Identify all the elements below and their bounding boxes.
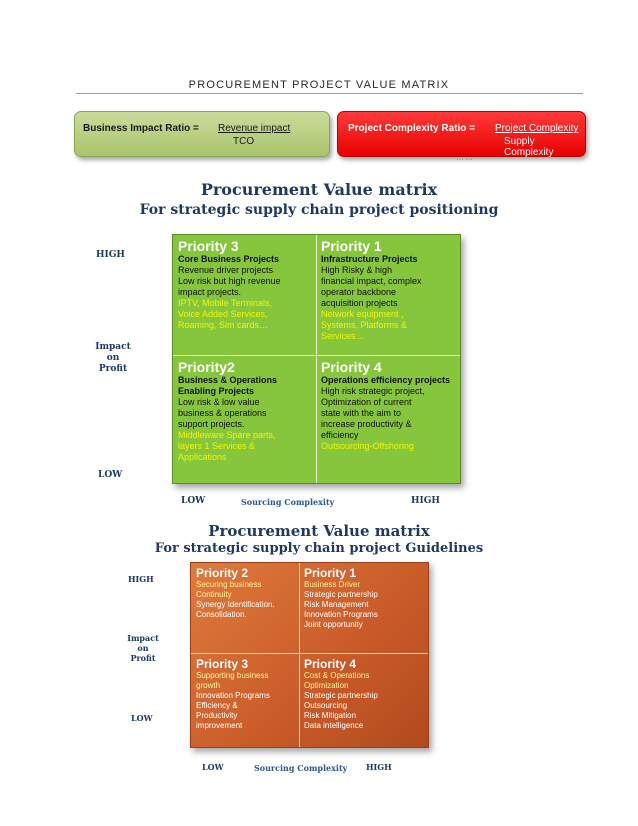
quadrant-heading: Core Business Projects bbox=[178, 254, 280, 264]
quadrant-example-line: Roaming, Sim cards… bbox=[178, 320, 269, 330]
matrix2-quadrant-priority1 bbox=[299, 563, 428, 653]
matrix1-y-high: HIGH bbox=[96, 250, 125, 260]
quadrant-body-line: business & operations bbox=[178, 408, 267, 418]
quadrant-body-line: Synergy Identification. bbox=[196, 600, 275, 609]
matrix2-y-label-line3: Profit bbox=[130, 653, 156, 663]
quadrant-body-line: Low risk & low value bbox=[178, 397, 260, 407]
quadrant-body-line: impact projects. bbox=[178, 287, 242, 297]
quadrant-body-line: Low risk but high revenue bbox=[178, 276, 281, 286]
trailing-dots: …… bbox=[456, 153, 474, 162]
matrix2-y-high: HIGH bbox=[128, 574, 154, 584]
quadrant-body-line: Optimization of current bbox=[321, 397, 412, 407]
quadrant-heading-line: Optimization bbox=[304, 681, 349, 690]
quadrant-title: Priority 1 bbox=[321, 238, 382, 254]
matrix1-x-label: Sourcing Complexity bbox=[241, 497, 335, 507]
quadrant-body-line: operator backbone bbox=[321, 287, 397, 297]
matrix2-quadrant-priority3 bbox=[191, 654, 299, 747]
quadrant-body-line: Revenue driver projects bbox=[178, 265, 274, 275]
quadrant-title: Priority 1 bbox=[304, 566, 357, 580]
quadrant-example-line: Applications bbox=[178, 452, 227, 462]
quadrant-example-line: Services… bbox=[321, 331, 365, 341]
matrix2-x-low: LOW bbox=[202, 762, 224, 772]
quadrant-heading-line: growth bbox=[196, 681, 221, 690]
quadrant-example-line: Outsourcing-Offshoring bbox=[321, 441, 414, 451]
quadrant-body-line: High risk strategic project, bbox=[321, 386, 425, 396]
matrix1-subtitle: For strategic supply chain project positioning bbox=[139, 202, 499, 218]
matrix2-quadrant-priority2 bbox=[191, 563, 299, 653]
quadrant-title: Priority 2 bbox=[196, 566, 249, 580]
quadrant-heading: Operations efficiency projects bbox=[321, 375, 451, 385]
business-impact-numerator: Revenue impact bbox=[218, 123, 291, 134]
quadrant-body-line: Strategic partnership bbox=[304, 691, 378, 700]
matrix1-y-label-line3: Profit bbox=[98, 364, 128, 374]
business-impact-denominator: TCO bbox=[233, 136, 255, 147]
page-title: PROCUREMENT PROJECT VALUE MATRIX bbox=[188, 79, 450, 91]
matrix2-title: Procurement Value matrix bbox=[208, 522, 430, 540]
quadrant-example-line: IPTV, Mobile Terminals, bbox=[178, 298, 273, 308]
quadrant-example-line: Middleware Spare parts, bbox=[178, 430, 276, 440]
matrix2-y-label-line1: Impact bbox=[127, 633, 159, 643]
quadrant-title: Priority 4 bbox=[304, 657, 357, 671]
project-complexity-numerator: Project Complexity bbox=[495, 123, 579, 134]
matrix1-y-low: LOW bbox=[98, 470, 123, 480]
quadrant-body-line: Innovation Programs bbox=[196, 691, 270, 700]
project-complexity-ratio-label: Project Complexity Ratio = bbox=[348, 123, 475, 134]
quadrant-body-line: Strategic partnership bbox=[304, 590, 378, 599]
quadrant-body-line: Consolidation. bbox=[196, 610, 247, 619]
project-complexity-ratio-box bbox=[337, 111, 586, 157]
matrix1-quadrant-priority3 bbox=[173, 235, 316, 355]
quadrant-heading-line: Continuity bbox=[196, 590, 232, 599]
quadrant-body-line: Productivity bbox=[196, 711, 238, 720]
matrix1-quadrant-priority2 bbox=[173, 356, 316, 483]
matrix1-title: Procurement Value matrix bbox=[200, 180, 438, 199]
business-impact-ratio-label: Business Impact Ratio = bbox=[83, 123, 199, 134]
quadrant-body-line: Efficiency & bbox=[196, 701, 238, 710]
quadrant-heading-line: Securing business bbox=[196, 580, 262, 589]
matrix2-y-low: LOW bbox=[131, 713, 153, 723]
quadrant-body-line: Joint opportunity bbox=[304, 620, 363, 629]
quadrant-title: Priority 3 bbox=[196, 657, 249, 671]
matrix2-x-label: Sourcing Complexity bbox=[254, 763, 348, 773]
quadrant-body-line: increase productivity & bbox=[321, 419, 412, 429]
project-complexity-denominator: Supply Complexity bbox=[504, 136, 554, 158]
quadrant-body-line: acquisition projects bbox=[321, 298, 398, 308]
matrix1-y-label-line1: Impact bbox=[95, 342, 131, 352]
matrix2-x-high: HIGH bbox=[366, 762, 392, 772]
quadrant-heading-line: Supporting business bbox=[196, 671, 269, 680]
quadrant-heading-line: Business Driver bbox=[304, 580, 361, 589]
matrix1-y-label-line2: on bbox=[106, 353, 120, 363]
quadrant-example-line: Network equipment , bbox=[321, 309, 404, 319]
quadrant-heading: Business & Operations Enabling Projects bbox=[178, 375, 278, 396]
quadrant-body-line: state with the aim to bbox=[321, 408, 402, 418]
business-impact-ratio-box bbox=[74, 111, 330, 157]
quadrant-title: Priority 4 bbox=[321, 359, 382, 375]
matrix1-x-low: LOW bbox=[181, 496, 206, 506]
matrix2-grid bbox=[190, 562, 429, 748]
matrix2-quadrant-priority4 bbox=[299, 654, 428, 747]
matrix1-y-label bbox=[95, 342, 131, 375]
quadrant-body-line: Risk Mitigation bbox=[304, 711, 357, 720]
quadrant-heading: Infrastructure Projects bbox=[321, 254, 418, 264]
matrix1-x-high: HIGH bbox=[411, 496, 440, 506]
quadrant-body-line: Innovation Programs bbox=[304, 610, 378, 619]
quadrant-body-line: support projects. bbox=[178, 419, 245, 429]
quadrant-body-line: Outsourcing bbox=[304, 701, 348, 710]
quadrant-title: Priority2 bbox=[178, 359, 235, 375]
matrix1-quadrant-priority1 bbox=[316, 235, 460, 355]
quadrant-example-line: Systems, Platforms & bbox=[321, 320, 408, 330]
quadrant-heading-line: Cost & Operations bbox=[304, 671, 370, 680]
quadrant-example-line: Voice Added Services, bbox=[178, 309, 268, 319]
quadrant-body-line: High Risky & high bbox=[321, 265, 393, 275]
quadrant-body-line: efficiency bbox=[321, 430, 359, 440]
matrix2-y-label-line2: on bbox=[137, 643, 149, 653]
matrix2-subtitle: For strategic supply chain project Guidelines bbox=[154, 541, 484, 556]
matrix1-grid bbox=[172, 234, 461, 484]
quadrant-body-line: Risk Management bbox=[304, 600, 369, 609]
title-divider bbox=[76, 93, 583, 94]
quadrant-body-line: Data intelligence bbox=[304, 721, 364, 730]
quadrant-example-line: layers 1 Services & bbox=[178, 441, 256, 451]
matrix1-quadrant-priority4 bbox=[316, 356, 460, 483]
quadrant-title: Priority 3 bbox=[178, 238, 239, 254]
quadrant-body-line: improvement bbox=[196, 721, 243, 730]
quadrant-body-line: financial impact, complex bbox=[321, 276, 422, 286]
matrix2-y-label bbox=[124, 633, 162, 663]
